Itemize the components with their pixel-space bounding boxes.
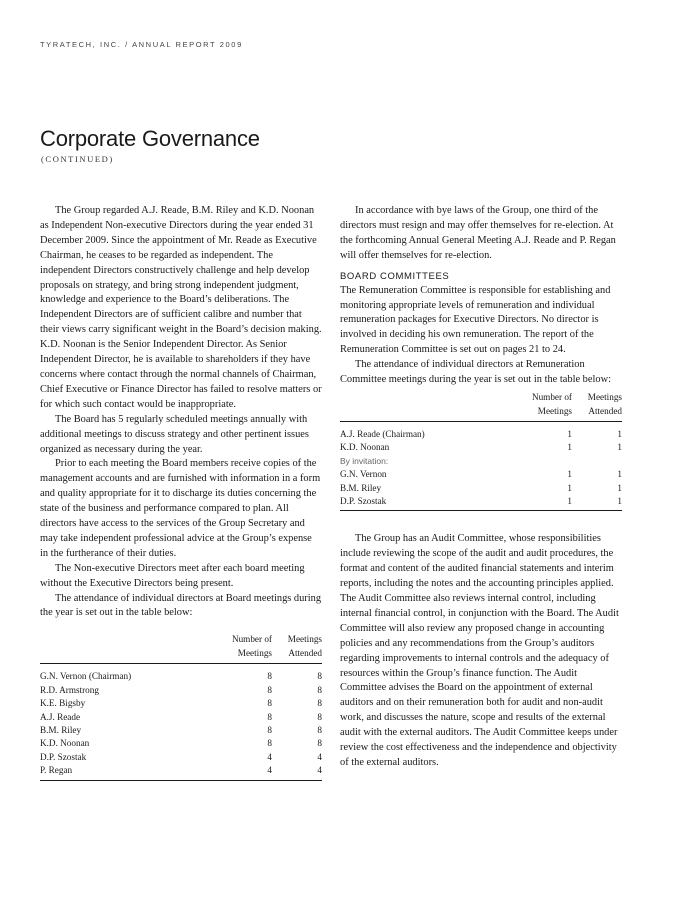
- table-row: [340, 495, 622, 511]
- director-name: B.M. Riley: [40, 725, 82, 735]
- section-heading-board-committees: BOARD COMMITTEES: [340, 270, 450, 282]
- attended-count: 1: [617, 428, 622, 439]
- right-column: [340, 204, 622, 771]
- attended-count: 8: [317, 671, 322, 682]
- meetings-count: 8: [267, 684, 272, 695]
- director-name: K.D. Noonan: [340, 442, 390, 453]
- attended-count: 4: [317, 751, 322, 762]
- page-subtitle: (CONTINUED): [41, 154, 114, 164]
- director-name: K.E. Bigsby: [40, 698, 86, 709]
- column-header-number: Number of: [531, 391, 572, 402]
- attended-count: 8: [317, 698, 322, 709]
- table-row: [40, 764, 322, 780]
- paragraph-board-attendance-intro: The attendance of individual directors at Board meetings during the year is set out in the table below:: [40, 592, 322, 619]
- column-header-number: Number of: [231, 634, 272, 645]
- table-row: [40, 684, 322, 697]
- attended-count: 1: [617, 469, 622, 480]
- table-row: [40, 724, 322, 737]
- remuneration-attendance-table: [340, 390, 622, 511]
- paragraph-re-election: In accordance with bye laws of the Group, one third of the directors must resign and may offer themselves for re-election. At the forthcoming Annual General Meeting A.J. Reade and P. Regan will offer themselves for re-election.: [340, 205, 616, 261]
- table-row: [340, 482, 622, 495]
- running-header: TYRATECH, INC. / ANNUAL REPORT 2009: [40, 40, 243, 49]
- table-row: [40, 737, 322, 750]
- director-name: D.P. Szostak: [40, 751, 87, 762]
- table-row: [40, 697, 322, 710]
- director-name: K.D. Noonan: [40, 738, 90, 749]
- table-row: [40, 664, 322, 684]
- table-row-invitation: [340, 455, 622, 468]
- attended-count: 8: [317, 725, 322, 735]
- meetings-count: 8: [267, 738, 272, 749]
- director-name: B.M. Riley: [340, 482, 382, 493]
- attended-count: 4: [272, 764, 322, 780]
- table-row: [340, 441, 622, 454]
- column-header-meetings: Meetings: [287, 634, 322, 645]
- attended-count: 1: [617, 442, 622, 453]
- director-name: D.P. Szostak: [340, 495, 528, 511]
- paragraph-independent-directors: The Group regarded A.J. Reade, B.M. Riley and K.D. Noonan as Independent Non-executive Directors during the year ended 31 December 2009. Since the appointment of Mr. Reade as Executive Chairman, he ceases to be regarded as independent. The independent Directors constructively challenge and help develop proposals on strategy, and bring strong independent judgment, knowledge and experience to the Board’s deliberations. The Independent Directors are of sufficient calibre and number that their views carry significant weight in the Board’s decision making. K.D. Noonan is the Senior Independent Director. As Senior Independent Director, he is available to shareholders if they have concerns where contact through the normal channels of Chairman, Chief Executive or Finance Director has failed to resolve matters or for which such contact would be inappropriate.: [40, 205, 322, 410]
- column-header-attended: Attended: [272, 646, 322, 664]
- meetings-count: 8: [267, 711, 272, 722]
- meetings-count: 8: [267, 671, 272, 682]
- table-row: [40, 711, 322, 724]
- table-row: [340, 421, 622, 441]
- paragraph-remuneration-committee: The Remuneration Committee is responsible for establishing and monitoring appropriate levels of remuneration and individual remuneration packages for Executive Directors. No director is involved in deciding his own remuneration. The report of the Remuneration Committee is set out on pages 21 to 24.: [340, 284, 611, 356]
- attended-count: 8: [317, 711, 322, 722]
- director-name: P. Regan: [40, 764, 228, 780]
- meetings-count: 4: [228, 764, 272, 780]
- paragraph-board-meetings: The Board has 5 regularly scheduled meetings annually with additional meetings to discuss strategy and other pertinent issues organized as necessary during the year.: [40, 413, 309, 455]
- director-name: A.J. Reade: [40, 711, 81, 722]
- attended-count: 1: [617, 482, 622, 493]
- meetings-count: 1: [567, 442, 572, 453]
- table-row: [40, 751, 322, 764]
- meetings-count: 4: [267, 751, 272, 762]
- meetings-count: 1: [567, 469, 572, 480]
- director-name: G.N. Vernon: [340, 469, 387, 480]
- column-header-meetings: Meetings: [587, 391, 622, 402]
- attended-count: 8: [317, 684, 322, 695]
- meetings-count: 1: [567, 482, 572, 493]
- by-invitation-label: By invitation:: [340, 455, 389, 466]
- meetings-count: 1: [528, 495, 572, 511]
- director-name: G.N. Vernon (Chairman): [40, 671, 132, 682]
- meetings-count: 8: [267, 725, 272, 735]
- table-row: [340, 468, 622, 481]
- paragraph-non-executive-meetings: The Non-executive Directors meet after each board meeting without the Executive Directors being present.: [40, 562, 305, 589]
- column-header-meetings-2: Meetings: [228, 646, 272, 664]
- attended-count: 1: [572, 495, 622, 511]
- page-title: Corporate Governance: [40, 126, 260, 151]
- attended-count: 8: [317, 738, 322, 749]
- paragraph-board-information: Prior to each meeting the Board members receive copies of the management accounts and are furnished with information in a form and quality appropriate for it to discharge its duties concerning the state of the business and performance compared to plan. All directors have access to the services of the Group Secretary and may take independent professional advice at the Group’s expense in the furtherance of their duties.: [40, 458, 321, 559]
- paragraph-audit-committee: The Group has an Audit Committee, whose responsibilities include reviewing the scope of the audit and audit procedures, the format and content of the audited financial statements and interim reports, including the notes and the accounting principles applied. The Audit Committee also reviews internal control, including internal financial control, in conjunction with the Board. The Audit Committee will also review any proposed change in accounting policies and any recommendations from the Group’s auditors regarding improvements to internal controls and the adequacy of resources within the Group’s finance function. The Audit Committee advises the Board on the appointment of external auditors and on their remuneration both for audit and non-audit work, and discusses the nature, scope and results of the external audit with the external auditors. The Audit Committee keeps under review the cost effectiveness and the independence and objectivity of the external auditors.: [340, 533, 619, 768]
- director-name: A.J. Reade (Chairman): [340, 428, 425, 439]
- meetings-count: 8: [267, 698, 272, 709]
- paragraph-remuneration-attendance-intro: The attendance of individual directors at Remuneration Committee meetings during the year is set out in the table below:: [340, 359, 611, 386]
- left-column: [40, 204, 322, 781]
- column-header-attended: Attended: [572, 404, 622, 422]
- column-header-meetings-2: Meetings: [528, 404, 572, 422]
- meetings-count: 1: [567, 428, 572, 439]
- board-attendance-table: [40, 632, 322, 780]
- director-name: R.D. Armstrong: [40, 684, 99, 695]
